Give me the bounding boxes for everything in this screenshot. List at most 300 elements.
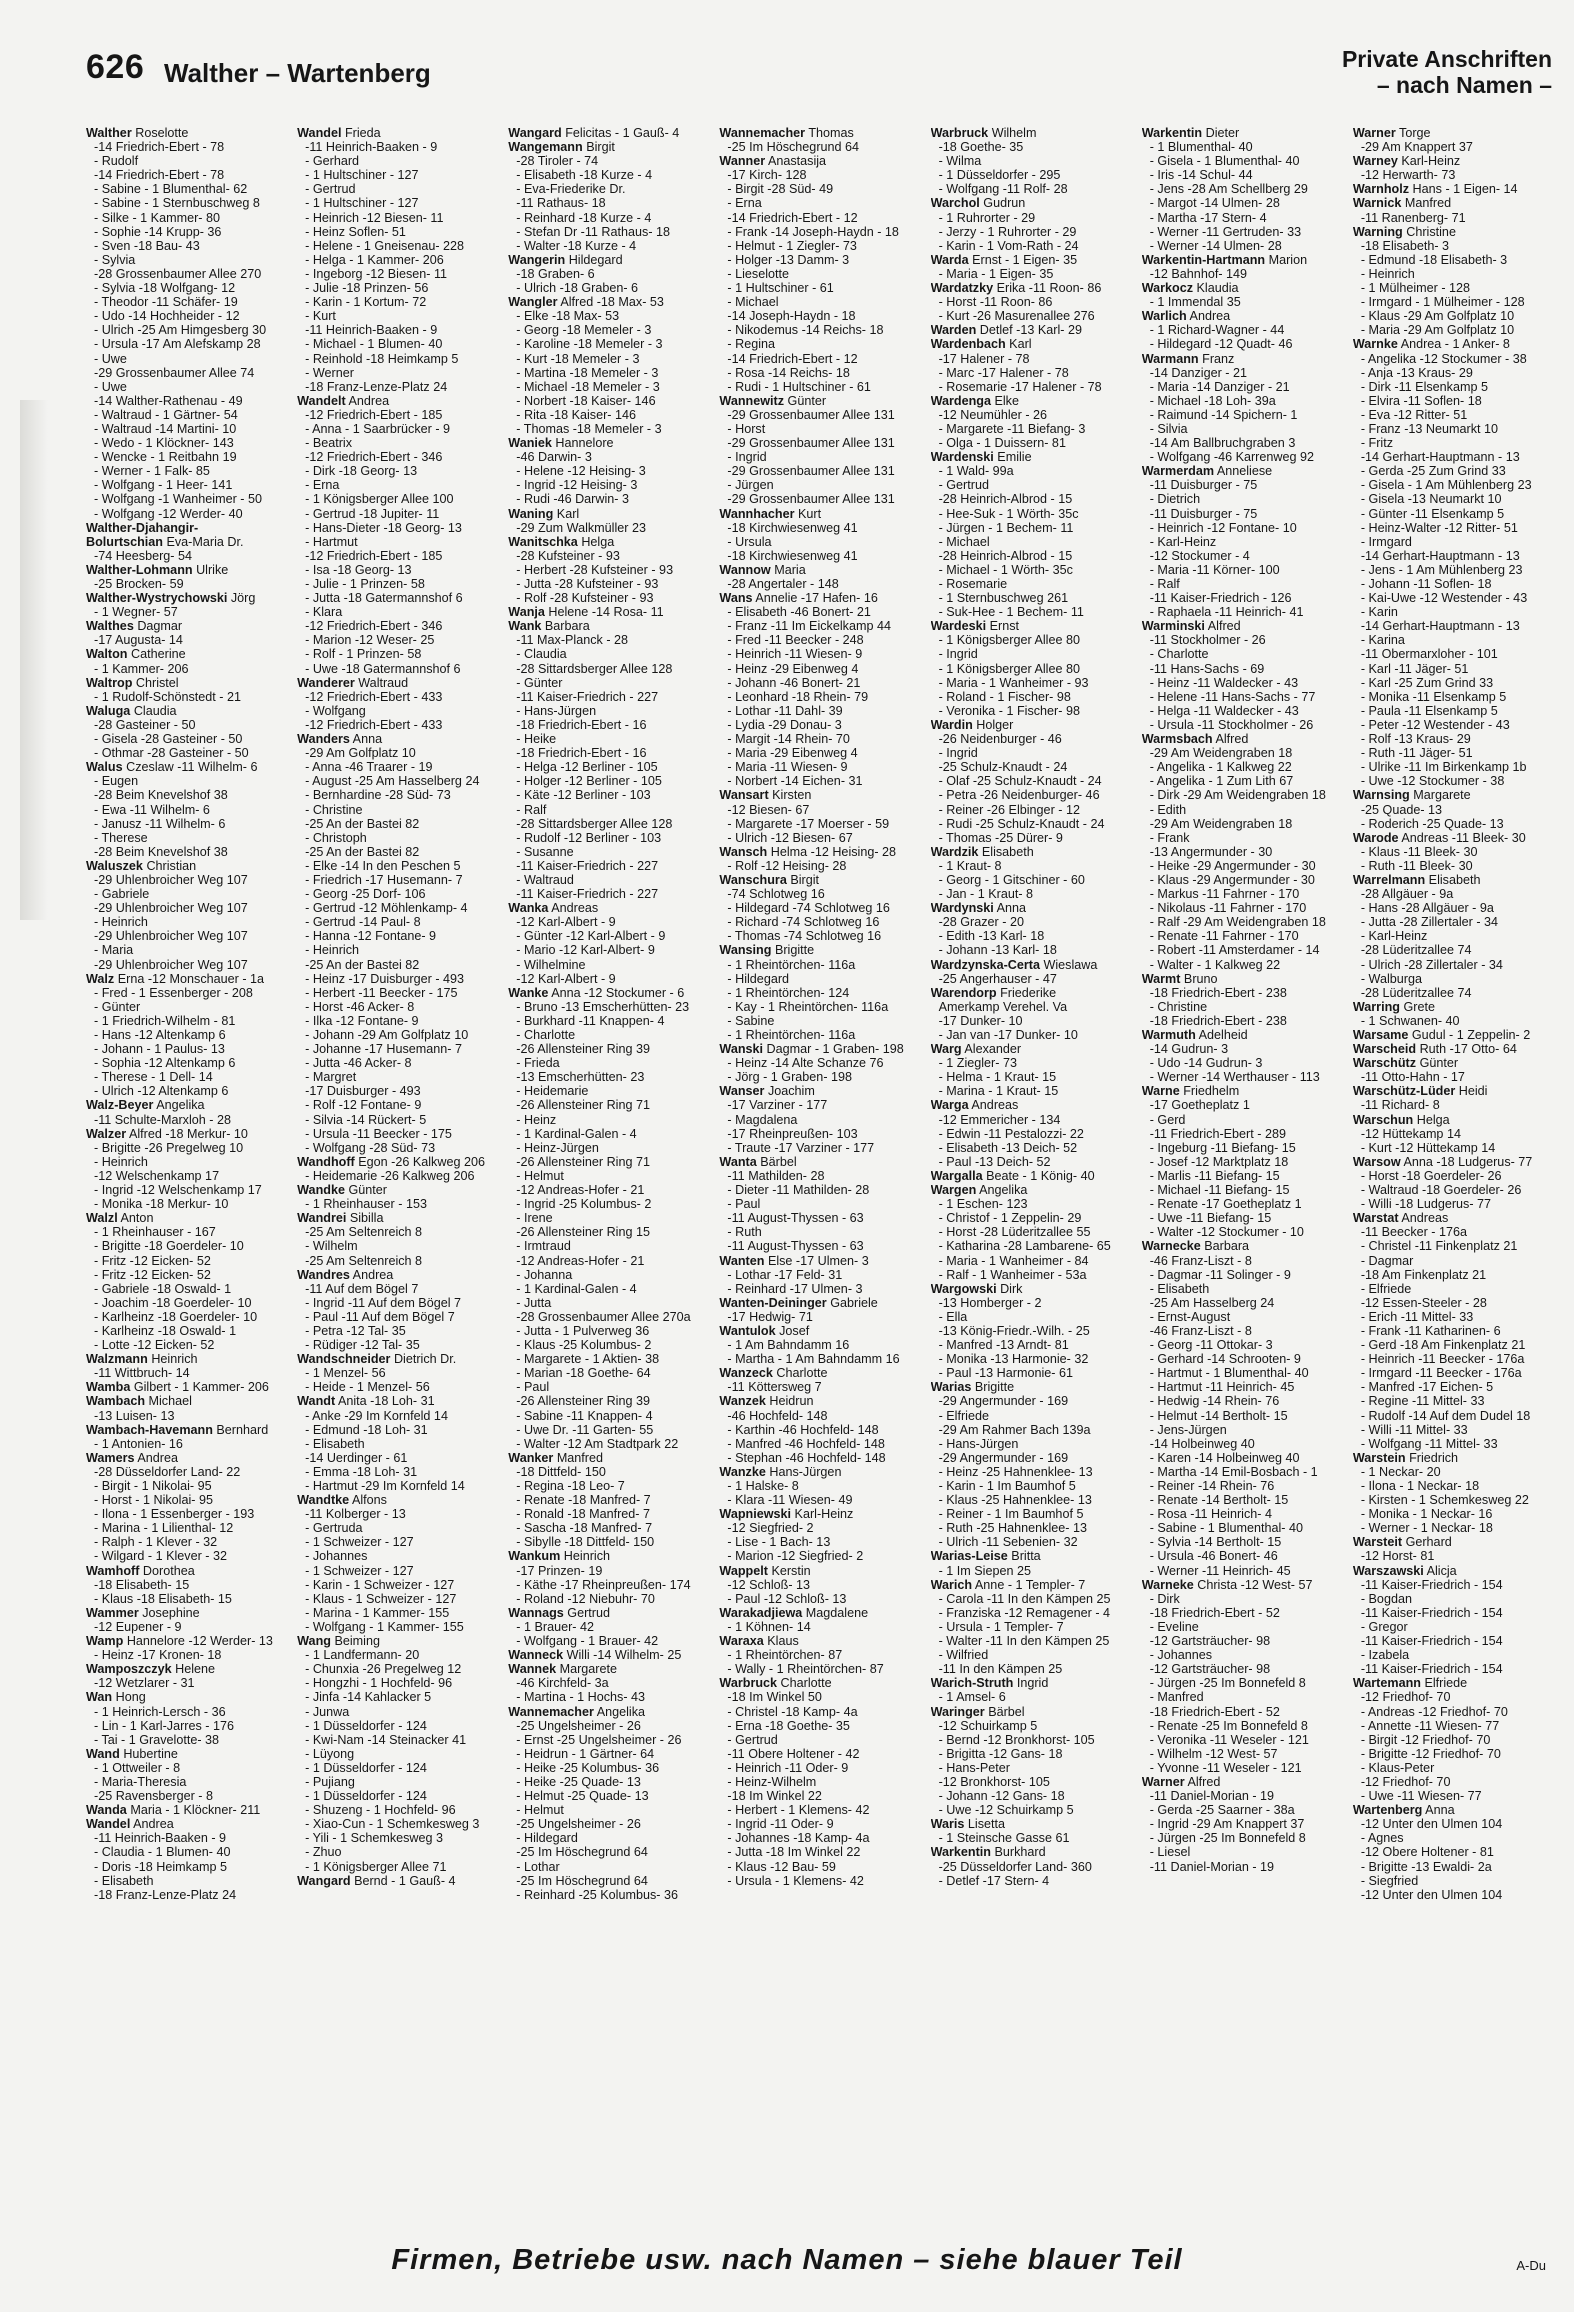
directory-entry	[1142, 1282, 1339, 1296]
directory-column	[931, 126, 1128, 2206]
entry-text: - Kirsten - 1 Schemkesweg 22	[1360, 1493, 1529, 1508]
directory-entry	[86, 915, 283, 929]
directory-entry	[1142, 1803, 1339, 1817]
entry-text: - Werner	[305, 365, 354, 380]
entry-text: Wieslawa	[1043, 957, 1098, 972]
entry-text: - Reinhard -17 Ulmen- 3	[727, 1281, 863, 1296]
directory-entry	[508, 1648, 705, 1662]
directory-entry	[719, 1113, 916, 1127]
directory-entry	[508, 732, 705, 746]
directory-entry	[719, 1197, 916, 1211]
directory-entry	[1353, 633, 1550, 647]
entry-text: - Bernhardine -28 Süd- 73	[305, 788, 451, 803]
entry-surname: Wannow	[719, 562, 771, 577]
entry-text: - Stephan -46 Hochfeld- 148	[727, 1450, 886, 1465]
directory-entry	[931, 1028, 1128, 1042]
directory-entry	[719, 1676, 916, 1690]
directory-entry	[508, 1845, 705, 1859]
directory-entry	[1353, 901, 1550, 915]
directory-entry	[297, 1197, 494, 1211]
directory-entry	[508, 577, 705, 591]
directory-entry	[86, 394, 283, 408]
entry-text: Michael	[148, 1394, 192, 1409]
directory-entry	[86, 1296, 283, 1310]
entry-surname: Wanser	[719, 1084, 765, 1099]
entry-text: - Klaus -11 Bleek- 30	[1360, 844, 1478, 859]
directory-entry	[297, 267, 494, 281]
entry-surname: Warbruck	[719, 1676, 778, 1691]
entry-text: - Uwe -12 Schuirkamp 5	[938, 1803, 1074, 1818]
entry-text: - Gertrud	[305, 182, 356, 197]
directory-entry	[1353, 718, 1550, 732]
directory-entry	[719, 1521, 916, 1535]
entry-text: - Rosa -14 Reichs- 18	[727, 365, 850, 380]
directory-entry	[1142, 1521, 1339, 1535]
entry-text: - Paul -13 Deich- 52	[938, 1154, 1051, 1169]
directory-entry	[719, 1564, 916, 1578]
entry-text: - Gregor	[1360, 1619, 1408, 1634]
entry-text: - Sylvia -18 Wolfgang- 12	[94, 281, 236, 296]
directory-entry	[719, 619, 916, 633]
directory-entry	[1353, 1113, 1550, 1127]
entry-text: - Zhuo	[305, 1845, 342, 1860]
directory-entry	[86, 225, 283, 239]
directory-entry	[86, 239, 283, 253]
entry-text: - Hartmut	[305, 534, 358, 549]
directory-entry	[1142, 253, 1339, 267]
entry-text: - Ulrich -12 Altenkamp 6	[94, 1084, 229, 1099]
entry-text: Andrea	[348, 393, 390, 408]
entry-text: -11 August-Thyssen - 63	[727, 1211, 864, 1226]
directory-entry	[508, 1183, 705, 1197]
entry-text: - Erna	[727, 196, 762, 211]
directory-entry	[931, 1070, 1128, 1084]
entry-text: - Hildegard	[516, 1831, 578, 1846]
entry-text: - Jutta -18 Im Winkel 22	[727, 1845, 861, 1860]
entry-text: Thomas	[808, 126, 854, 140]
entry-text: Dieter	[1205, 126, 1240, 140]
entry-text: - Werner -11 Heinrich- 45	[1149, 1563, 1291, 1578]
entry-text: - Anna - 1 Saarbrücker - 9	[305, 421, 451, 436]
directory-entry	[1142, 1000, 1339, 1014]
entry-text: - Klaus -29 Angermunder - 30	[1149, 872, 1315, 887]
entry-text: -12 Schuirkamp 5	[938, 1718, 1038, 1733]
entry-text: - Christel -18 Kamp- 4a	[727, 1704, 858, 1719]
entry-surname: Walzmann	[86, 1352, 148, 1367]
entry-text: Hans-Jürgen	[769, 1464, 842, 1479]
entry-text: - Heinrich -11 Oder- 9	[727, 1760, 849, 1775]
entry-text: - Anke -29 Im Kornfeld 14	[305, 1408, 448, 1423]
entry-text: -12 Obere Holtener - 81	[1360, 1845, 1494, 1860]
entry-text: Margarete	[559, 1662, 618, 1677]
entry-surname: Walther-Lohmann	[86, 562, 193, 577]
entry-surname: Warias	[930, 1380, 972, 1395]
directory-entry	[297, 239, 494, 253]
entry-text: - Kwi-Nam -14 Steinacker 41	[305, 1732, 467, 1747]
directory-entry	[297, 1479, 494, 1493]
entry-text: - Irmtraud	[516, 1239, 571, 1254]
directory-entry	[931, 1507, 1128, 1521]
entry-text: -12 Essen-Steeler - 28	[1360, 1295, 1487, 1310]
directory-entry	[1353, 267, 1550, 281]
entry-text: - Dietrich	[1149, 492, 1201, 507]
directory-entry	[1142, 1338, 1339, 1352]
directory-entry	[297, 605, 494, 619]
directory-entry	[1142, 1409, 1339, 1423]
directory-entry	[297, 1225, 494, 1239]
entry-text: Roselotte	[135, 126, 189, 140]
directory-entry	[508, 647, 705, 661]
directory-entry	[931, 972, 1128, 986]
entry-text: - Walter -12 Am Stadtpark 22	[516, 1436, 679, 1451]
entry-surname: Wamers	[86, 1450, 135, 1465]
directory-entry	[1353, 1296, 1550, 1310]
directory-entry	[931, 1606, 1128, 1620]
directory-entry	[1142, 168, 1339, 182]
entry-text: Andreas -11 Bleek- 30	[1401, 830, 1526, 845]
directory-entry	[86, 1817, 283, 1831]
entry-text: - Ursula - 1 Templer- 7	[938, 1619, 1064, 1634]
directory-entry	[508, 1000, 705, 1014]
page-edge-shadow	[20, 400, 48, 920]
directory-entry	[1353, 281, 1550, 295]
entry-text: - Julie -18 Prinzen- 56	[305, 281, 429, 296]
entry-text: - Elfriede	[938, 1408, 989, 1423]
directory-entry	[1353, 1592, 1550, 1606]
entry-surname: Wambach	[86, 1394, 146, 1409]
directory-entry	[508, 1465, 705, 1479]
entry-text: - Yili - 1 Schemkesweg 3	[305, 1831, 444, 1846]
directory-entry	[719, 1592, 916, 1606]
directory-entry	[719, 1014, 916, 1028]
directory-entry	[1353, 1366, 1550, 1380]
entry-text: - Birgit -28 Süd- 49	[727, 182, 834, 197]
entry-text: -25 An der Bastei 82	[305, 816, 420, 831]
entry-text: Erika -11 Roon- 86	[996, 281, 1102, 296]
directory-entry	[1353, 774, 1550, 788]
entry-text: -18 Goethe- 35	[938, 140, 1024, 155]
entry-text: Ernst - 1 Eigen- 35	[972, 252, 1078, 267]
directory-entry	[719, 1155, 916, 1169]
directory-entry	[1353, 690, 1550, 704]
entry-text: Helma -12 Heising- 28	[770, 844, 897, 859]
directory-entry	[86, 168, 283, 182]
directory-entry	[719, 1296, 916, 1310]
entry-text: - Wolfgang - 1 Kammer- 155	[305, 1619, 464, 1634]
entry-surname: Warnsing	[1352, 788, 1410, 803]
directory-entry	[931, 1451, 1128, 1465]
directory-entry	[931, 267, 1128, 281]
entry-text: - Uwe -18 Gatermannshof 6	[305, 661, 461, 676]
entry-text: - Udo -14 Gudrun- 3	[1149, 1056, 1263, 1071]
directory-entry	[508, 337, 705, 351]
directory-entry	[508, 831, 705, 845]
directory-entry	[1142, 929, 1339, 943]
directory-entry	[297, 1719, 494, 1733]
entry-text: - Jan - 1 Kraut- 8	[938, 887, 1034, 902]
directory-entry	[1142, 1296, 1339, 1310]
entry-text: Andrea - 1 Anker- 8	[1400, 337, 1510, 352]
entry-text: -25 Schulz-Knaudt - 24	[938, 760, 1068, 775]
directory-entry	[719, 492, 916, 506]
directory-entry	[931, 1239, 1128, 1253]
entry-text: Hubertine	[123, 1746, 178, 1761]
entry-text: - Johanna	[516, 1267, 573, 1282]
entry-text: - Kurt -12 Hüttekamp 14	[1360, 1140, 1496, 1155]
directory-entry	[86, 929, 283, 943]
entry-text: Helene -14 Rosa- 11	[548, 605, 664, 620]
entry-text: - Heinz -17 Duisburger - 493	[305, 971, 465, 986]
entry-text: -14 Gerhart-Hauptmann - 13	[1360, 619, 1520, 634]
directory-entry	[931, 1662, 1128, 1676]
entry-text: - Elisabeth -18 Kurze - 4	[516, 168, 653, 183]
entry-text: -29 Am Knappert 37	[1360, 140, 1473, 155]
directory-entry	[931, 647, 1128, 661]
entry-text: - Jinfa -14 Kahlacker 5	[305, 1690, 432, 1705]
directory-entry	[297, 817, 494, 831]
entry-text: Annelie -17 Hafen- 16	[755, 591, 878, 606]
directory-entry	[86, 1451, 283, 1465]
directory-entry	[719, 1493, 916, 1507]
entry-text: - Horst -18 Goerdeler- 26	[1360, 1168, 1502, 1183]
entry-surname: Walther-Djahangir-	[86, 520, 199, 535]
entry-text: - Wolfgang - 1 Brauer- 42	[516, 1634, 659, 1649]
directory-column	[297, 126, 494, 2206]
entry-text: - Kurt -26 Masurenallee 276	[938, 309, 1095, 324]
entry-text: Burkhard	[994, 1845, 1046, 1860]
entry-text: -11 Auf dem Bögel 7	[305, 1281, 419, 1296]
entry-text: - Ruth -11 Jäger- 51	[1360, 746, 1473, 761]
directory-entry	[931, 422, 1128, 436]
entry-surname: Wandel	[86, 1817, 131, 1832]
entry-text: Maria - 1 Klöckner- 211	[130, 1803, 261, 1818]
entry-surname: Wanja	[508, 605, 545, 620]
directory-entry	[297, 1592, 494, 1606]
directory-entry	[1142, 1366, 1339, 1380]
entry-text: -14 Friedrich-Ebert - 78	[94, 168, 225, 183]
entry-text: - Ruth	[727, 1225, 762, 1240]
directory-entry	[1142, 126, 1339, 140]
directory-entry	[1142, 915, 1339, 929]
entry-text: -29 Grossenbaumer Allee 74	[94, 365, 255, 380]
directory-entry	[508, 662, 705, 676]
directory-entry	[508, 394, 705, 408]
entry-text: - Klaus - 1 Schweizer - 127	[305, 1591, 457, 1606]
directory-entry	[1142, 1733, 1339, 1747]
entry-text: - 1 Immendal 35	[1149, 295, 1241, 310]
footer-note: Firmen, Betriebe usw. nach Namen – siehe blauer Teil	[391, 2244, 1183, 2276]
entry-text: -11 Kaiser-Friedrich - 154	[1360, 1577, 1503, 1592]
directory-entry	[931, 788, 1128, 802]
directory-entry	[297, 1733, 494, 1747]
directory-entry	[86, 309, 283, 323]
directory-entry	[1353, 380, 1550, 394]
entry-text: Dorothea	[142, 1563, 195, 1578]
entry-surname: Warode	[1352, 830, 1399, 845]
directory-entry	[86, 986, 283, 1000]
entry-text: - Heidemarie	[516, 1084, 589, 1099]
directory-entry	[508, 676, 705, 690]
directory-entry	[719, 633, 916, 647]
directory-entry	[931, 1648, 1128, 1662]
directory-entry	[297, 986, 494, 1000]
directory-entry	[1142, 774, 1339, 788]
directory-entry	[931, 1338, 1128, 1352]
directory-entry	[1142, 1268, 1339, 1282]
entry-text: - Wilhelm -12 West- 57	[1149, 1746, 1278, 1761]
entry-text: - Dieter -11 Mathilden- 28	[727, 1183, 870, 1198]
directory-entry	[1142, 859, 1339, 873]
entry-text: - Ursula	[727, 534, 772, 549]
directory-entry	[931, 1225, 1128, 1239]
entry-text: - Horst -46 Acker- 8	[305, 999, 415, 1014]
directory-entry	[719, 168, 916, 182]
directory-entry	[719, 1479, 916, 1493]
entry-text: - Werner - 1 Falk- 85	[94, 464, 210, 479]
directory-entry	[1142, 1155, 1339, 1169]
directory-entry	[1142, 704, 1339, 718]
directory-entry	[931, 1803, 1128, 1817]
entry-surname: Waris	[930, 1817, 965, 1832]
entry-text: - Ralf	[516, 802, 547, 817]
entry-text: - Siegfried	[1360, 1873, 1419, 1888]
entry-text: Dagmar - 1 Graben- 198	[766, 1042, 904, 1057]
directory-entry	[1353, 1634, 1550, 1648]
directory-entry	[931, 1197, 1128, 1211]
entry-text: Helene	[175, 1662, 216, 1677]
directory-entry	[1353, 1747, 1550, 1761]
directory-entry	[508, 521, 705, 535]
directory-entry	[719, 352, 916, 366]
entry-text: - Ilona - 1 Neckar- 18	[1360, 1479, 1480, 1493]
entry-surname: Wanta	[719, 1154, 757, 1169]
entry-text: Ernst	[989, 619, 1019, 634]
entry-text: -18 Kirchwiesenweg 41	[727, 520, 858, 535]
directory-entry	[297, 1141, 494, 1155]
directory-entry	[1353, 1268, 1550, 1282]
entry-text: - Herbert -28 Kufsteiner - 93	[516, 562, 674, 577]
entry-text: Alfred	[1187, 1774, 1221, 1789]
directory-entry	[719, 225, 916, 239]
directory-entry	[1353, 1225, 1550, 1239]
entry-text: Joachim	[767, 1084, 815, 1099]
directory-entry	[719, 1394, 916, 1408]
directory-entry	[1353, 295, 1550, 309]
directory-entry	[508, 746, 705, 760]
directory-entry	[1353, 1437, 1550, 1451]
directory-entry	[719, 1141, 916, 1155]
entry-surname: Warakadjiewa	[719, 1605, 803, 1620]
directory-entry	[508, 1747, 705, 1761]
directory-entry	[86, 1761, 283, 1775]
directory-entry	[297, 577, 494, 591]
directory-entry	[86, 887, 283, 901]
directory-entry	[86, 662, 283, 676]
entry-text: - Renate -17 Goetheplatz 1	[1149, 1197, 1302, 1212]
directory-entry	[508, 1084, 705, 1098]
entry-text: -28 Grossenbaumer Allee 270a	[516, 1309, 691, 1324]
entry-text: Alfred	[1207, 619, 1241, 634]
directory-entry	[297, 1324, 494, 1338]
directory-entry	[1142, 295, 1339, 309]
entry-text: - Hartmut -11 Heinrich- 45	[1149, 1380, 1295, 1395]
entry-text: Elke	[994, 393, 1019, 408]
directory-entry	[297, 478, 494, 492]
entry-text: - Michael	[727, 295, 779, 310]
entry-text: - Helmut -25 Quade- 13	[516, 1789, 649, 1804]
entry-text: - 1 Königsberger Allee 80	[938, 633, 1080, 648]
entry-text: -25 Angerhauser - 47	[938, 971, 1057, 986]
entry-text: - Angelika - 1 Zum Lith 67	[1149, 774, 1294, 789]
entry-text: - Ronald -18 Manfred- 7	[516, 1507, 650, 1522]
entry-text: - Sabine - 1 Sternbuschweg 8	[94, 196, 260, 211]
directory-entry	[86, 619, 283, 633]
entry-text: - Rolf -12 Heising- 28	[727, 858, 847, 873]
directory-entry	[508, 1056, 705, 1070]
entry-text: - Gerda -25 Zum Grind 33	[1360, 464, 1506, 479]
entry-text: - Margarete -11 Biefang- 3	[938, 421, 1086, 436]
entry-text: -17 Rheinpreußen- 103	[727, 1126, 858, 1141]
entry-text: - Helmut -14 Bertholt- 15	[1149, 1408, 1288, 1423]
entry-text: Klaudia	[1196, 281, 1239, 296]
directory-entry	[297, 1070, 494, 1084]
entry-text: -18 Friedrich-Ebert - 52	[1149, 1704, 1280, 1719]
directory-entry	[86, 1239, 283, 1253]
entry-text: - Edmund -18 Loh- 31	[305, 1422, 428, 1437]
entry-text: -28 Lüderitzallee 74	[1360, 985, 1472, 1000]
directory-entry	[86, 1352, 283, 1366]
directory-entry	[86, 1155, 283, 1169]
entry-text: - Jutta -46 Acker- 8	[305, 1056, 412, 1071]
entry-text: - Heinz -25 Hahnenklee- 13	[938, 1464, 1093, 1479]
entry-text: - Lin - 1 Karl-Jarres - 176	[94, 1718, 234, 1733]
directory-entry	[931, 1676, 1128, 1690]
entry-surname: Wansart	[719, 788, 769, 803]
entry-text: -11 Ranenberg- 71	[1360, 210, 1466, 225]
directory-entry	[931, 140, 1128, 154]
entry-text: - Marion -12 Weser- 25	[305, 633, 435, 648]
directory-entry	[1353, 1127, 1550, 1141]
directory-entry	[931, 478, 1128, 492]
entry-text: - Johann -46 Bonert- 21	[727, 675, 861, 690]
entry-text: - Xiao-Cun - 1 Schemkesweg 3	[305, 1817, 480, 1832]
entry-text: -28 Gasteiner - 50	[94, 717, 196, 732]
entry-surname: Warmuth	[1141, 1028, 1196, 1042]
directory-entry	[1353, 1648, 1550, 1662]
page-header	[86, 44, 1552, 124]
entry-text: - Anna -46 Traarer - 19	[305, 760, 433, 775]
entry-text: -11 Kaiser-Friedrich - 154	[1360, 1662, 1503, 1677]
directory-entry	[1353, 915, 1550, 929]
entry-text: Friedhelm	[1183, 1084, 1240, 1099]
directory-entry	[86, 253, 283, 267]
directory-entry	[1142, 1860, 1339, 1874]
entry-text: - Margarete - 1 Aktien- 38	[516, 1352, 660, 1367]
directory-entry	[931, 1845, 1128, 1859]
entry-text: - Ursula -11 Beecker - 175	[305, 1126, 452, 1141]
directory-entry	[86, 521, 283, 535]
directory-entry	[931, 239, 1128, 253]
directory-entry	[719, 182, 916, 196]
directory-entry	[931, 887, 1128, 901]
entry-text: Elfriede	[1424, 1676, 1468, 1691]
directory-entry	[719, 366, 916, 380]
directory-entry	[297, 1183, 494, 1197]
directory-entry	[1353, 732, 1550, 746]
directory-entry	[1353, 1380, 1550, 1394]
entry-text: - Ilka -12 Fontane- 9	[305, 1013, 419, 1028]
directory-entry	[297, 1662, 494, 1676]
